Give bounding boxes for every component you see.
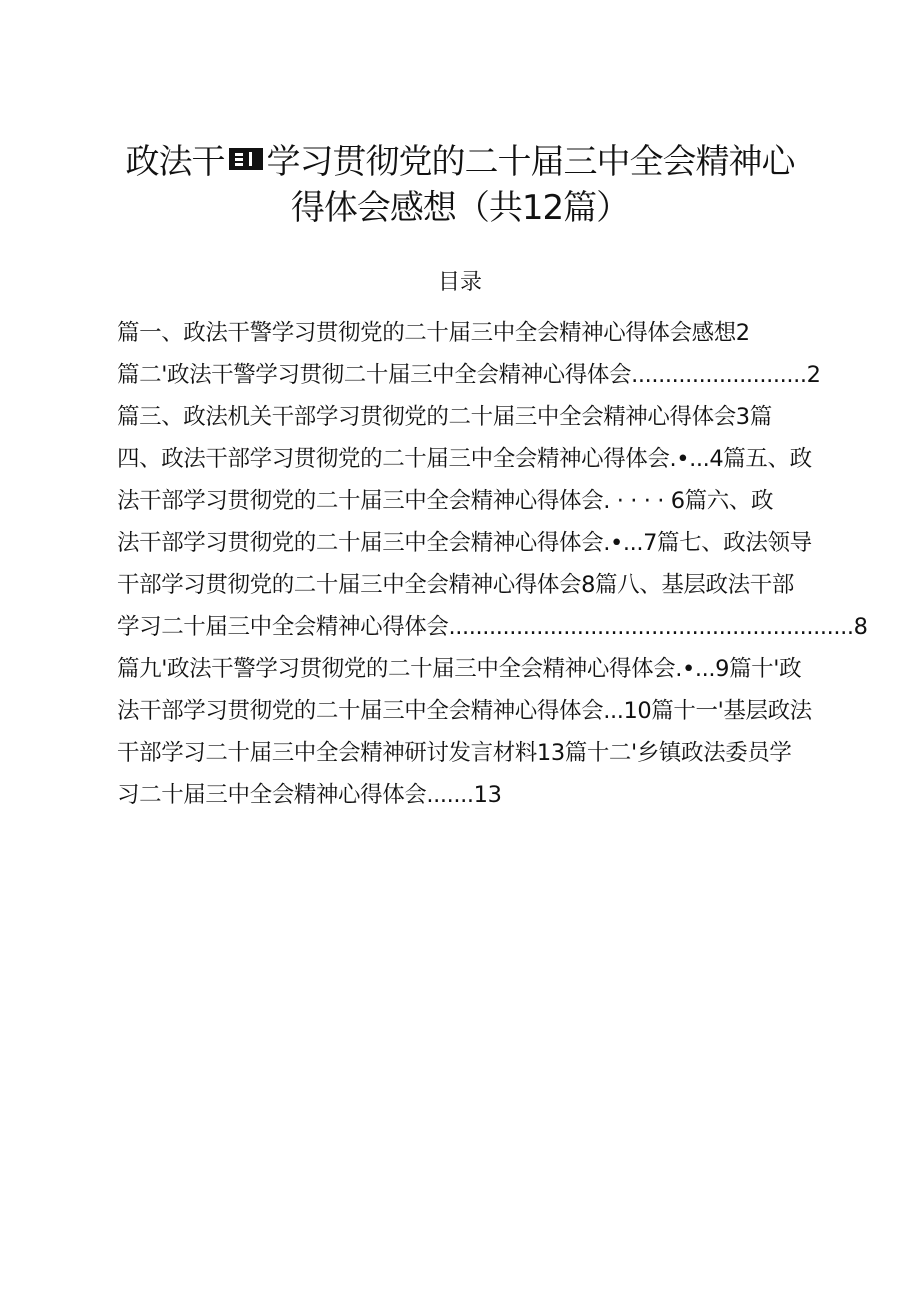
redacted-glyph-icon — [229, 148, 263, 170]
title-text-start: 政法干 — [125, 142, 225, 182]
toc-line: 法干部学习贯彻党的二十届三中全会精神心得体会...10篇十一'基层政法 — [117, 698, 812, 724]
toc-line: 篇一、政法干警学习贯彻党的二十届三中全会精神心得体会感想2 — [117, 320, 750, 346]
document-title-line-1 — [80, 139, 840, 185]
toc-line: 篇九'政法干警学习贯彻党的二十届三中全会精神心得体会.•...9篇十'政 — [117, 656, 802, 682]
title-text-end: 学习贯彻党的二十届三中全会精神心 — [266, 142, 795, 182]
toc-line: 干部学习二十届三中全会精神研讨发言材料13篇十二'乡镇政法委员学 — [117, 740, 792, 766]
toc-line: 四、政法干部学习贯彻党的二十届三中全会精神心得体会.•...4篇五、政 — [117, 446, 812, 472]
document-title-line-2: 得体会感想（共12篇） — [290, 188, 630, 228]
toc-line: 干部学习贯彻党的二十届三中全会精神心得体会8篇八、基层政法干部 — [117, 572, 794, 598]
toc-line: 篇三、政法机关干部学习贯彻党的二十届三中全会精神心得体会3篇 — [117, 404, 772, 430]
toc-heading: 目录 — [437, 270, 482, 295]
toc-line: 习二十届三中全会精神心得体会.......13 — [117, 782, 502, 808]
toc-line: 篇二'政法干警学习贯彻二十届三中全会精神心得体会..........................2 — [117, 362, 821, 388]
toc-line: 法干部学习贯彻党的二十届三中全会精神心得体会. · · · · 6篇六、政 — [117, 488, 774, 514]
toc-line: 学习二十届三中全会精神心得体会............................................................8 — [117, 614, 868, 640]
toc-line: 法干部学习贯彻党的二十届三中全会精神心得体会.•...7篇七、政法领导 — [117, 530, 812, 556]
table-of-contents — [117, 312, 868, 816]
